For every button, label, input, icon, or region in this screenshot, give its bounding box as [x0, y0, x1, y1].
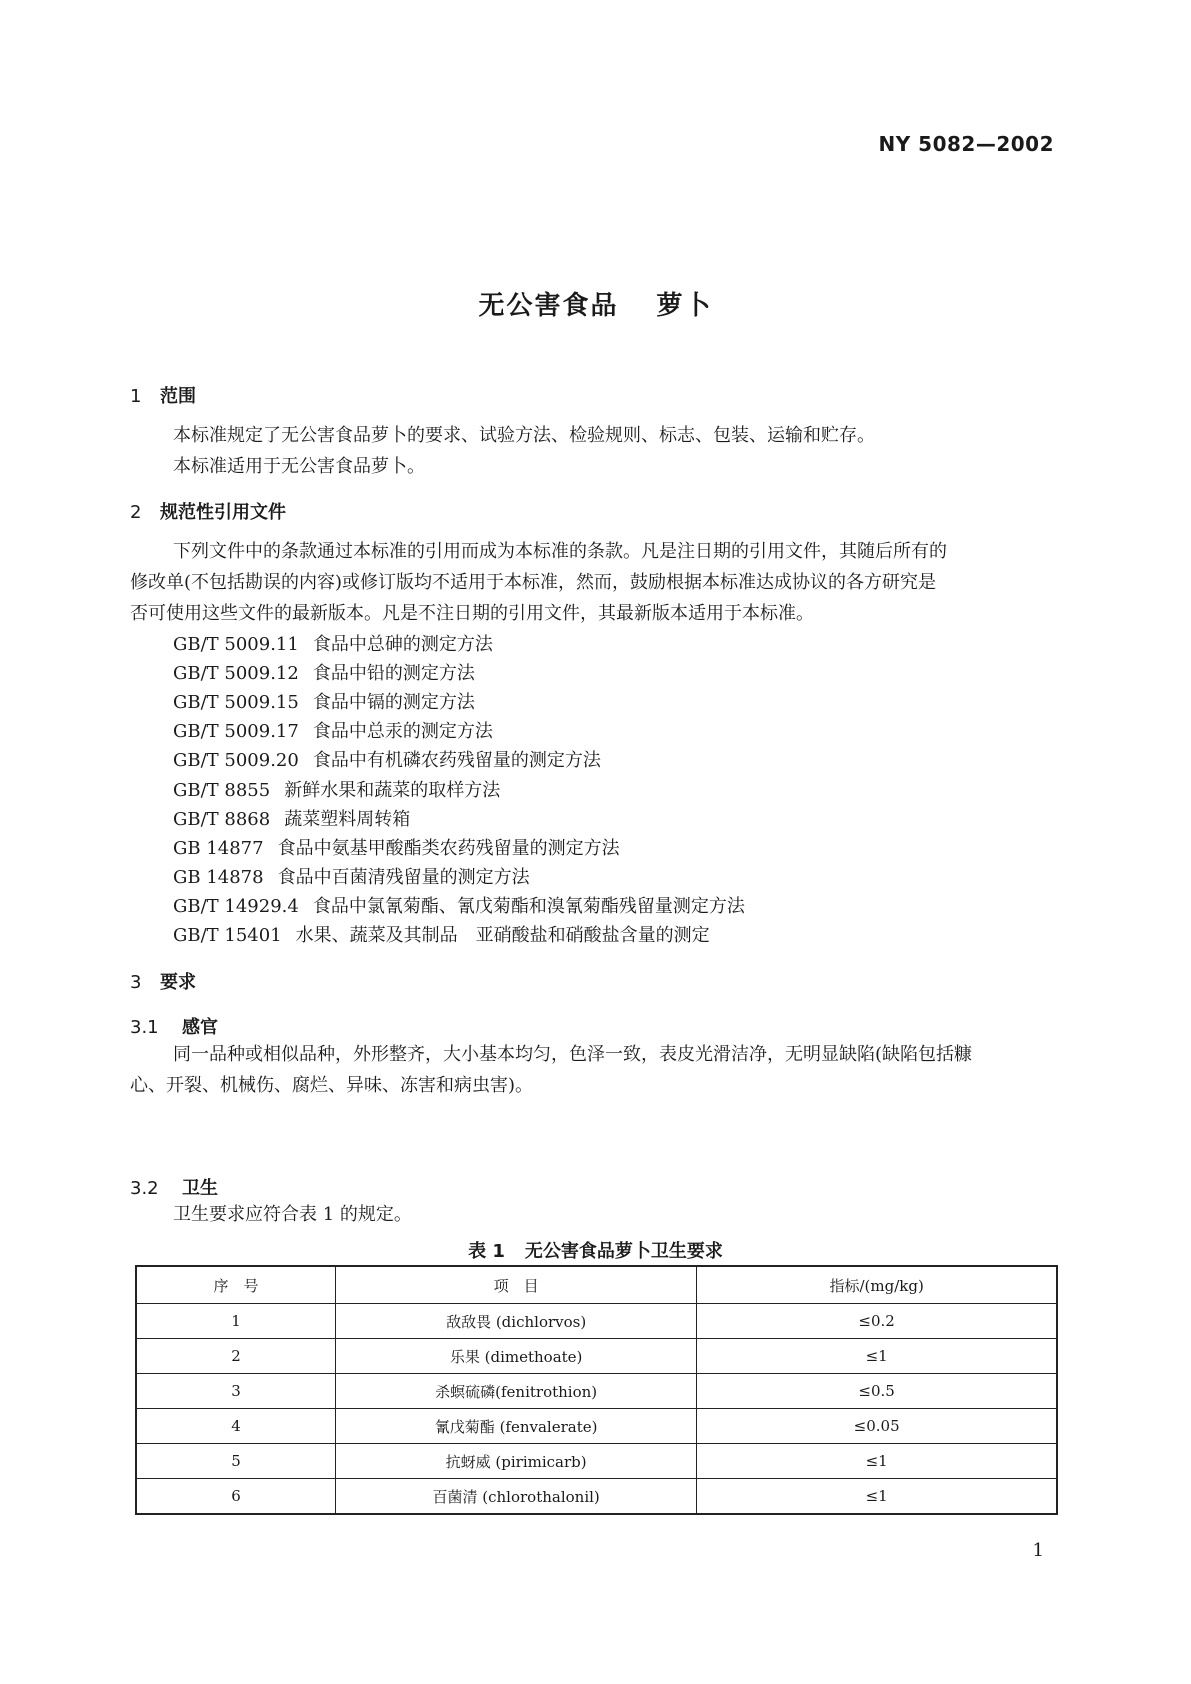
paragraph-line: 下列文件中的条款通过本标准的引用而成为本标准的条款。凡是注日期的引用文件，其随后所有的 — [173, 541, 947, 562]
table-caption-title: 无公害食品萝卜卫生要求 — [524, 1241, 723, 1262]
paragraph: 卫生要求应符合表 1 的规定。 — [173, 1204, 412, 1225]
section-1-body — [130, 420, 1065, 482]
reference-item: GB/T 5009.11 食品中总砷的测定方法 — [173, 634, 493, 655]
section-2-heading: 2 规范性引用文件 — [130, 502, 286, 523]
table-row — [136, 1339, 1057, 1374]
reference-item: GB 14877 食品中氨基甲酸酯类农药残留量的测定方法 — [173, 838, 620, 859]
paragraph-line: 同一品种或相似品种，外形整齐，大小基本均匀，色泽一致，表皮光滑洁净，无明显缺陷(缺陷包括糠 — [173, 1044, 973, 1065]
cell-item: 乐果 (dimethoate) — [336, 1339, 697, 1374]
table-row — [136, 1444, 1057, 1479]
section-3-1-heading: 3.1 感官 — [130, 1017, 218, 1038]
table-caption-label: 表 1 — [468, 1241, 505, 1262]
column-header-number: 序 号 — [136, 1266, 336, 1304]
cell-item: 敌敌畏 (dichlorvos) — [336, 1304, 697, 1339]
section-3-2-heading: 3.2 卫生 — [130, 1178, 218, 1199]
title-part-1: 无公害食品 — [478, 291, 619, 321]
section-1-heading: 1 范围 — [130, 386, 196, 407]
paragraph: 本标准适用于无公害食品萝卜。 — [173, 456, 425, 477]
reference-item: GB/T 5009.12 食品中铅的测定方法 — [173, 663, 475, 684]
cell-limit: ≤0.5 — [697, 1374, 1057, 1409]
reference-item: GB/T 8855 新鲜水果和蔬菜的取样方法 — [173, 780, 501, 801]
table-row — [136, 1479, 1057, 1515]
cell-number: 3 — [136, 1374, 336, 1409]
cell-number: 2 — [136, 1339, 336, 1374]
reference-item: GB/T 15401 水果、蔬菜及其制品 亚硝酸盐和硝酸盐含量的测定 — [173, 925, 710, 946]
page-number: 1 — [1032, 1540, 1044, 1561]
cell-number: 6 — [136, 1479, 336, 1515]
table-caption — [0, 1237, 1191, 1263]
hygiene-requirements-table — [135, 1265, 1058, 1515]
document-title — [0, 285, 1191, 322]
reference-item: GB 14878 食品中百菌清残留量的测定方法 — [173, 867, 530, 888]
table-row — [136, 1304, 1057, 1339]
paragraph: 本标准规定了无公害食品萝卜的要求、试验方法、检验规则、标志、包装、运输和贮存。 — [173, 425, 875, 446]
cell-limit: ≤0.2 — [697, 1304, 1057, 1339]
reference-item: GB/T 5009.17 食品中总汞的测定方法 — [173, 721, 493, 742]
cell-number: 5 — [136, 1444, 336, 1479]
reference-item: GB/T 8868 蔬菜塑料周转箱 — [173, 809, 411, 830]
title-part-2: 萝卜 — [656, 291, 713, 321]
cell-number: 1 — [136, 1304, 336, 1339]
cell-limit: ≤1 — [697, 1339, 1057, 1374]
section-3-heading: 3 要求 — [130, 972, 196, 993]
paragraph-line: 心、开裂、机械伤、腐烂、异味、冻害和病虫害)。 — [130, 1075, 534, 1096]
table-header-row — [136, 1266, 1057, 1304]
cell-item: 百菌清 (chlorothalonil) — [336, 1479, 697, 1515]
cell-limit: ≤1 — [697, 1479, 1057, 1515]
column-header-limit: 指标/(mg/kg) — [697, 1266, 1057, 1304]
table-row — [136, 1409, 1057, 1444]
paragraph-line: 否可使用这些文件的最新版本。凡是不注日期的引用文件，其最新版本适用于本标准。 — [130, 603, 814, 624]
standard-code: NY 5082—2002 — [878, 132, 1054, 156]
table-row — [136, 1374, 1057, 1409]
cell-limit: ≤1 — [697, 1444, 1057, 1479]
cell-number: 4 — [136, 1409, 336, 1444]
reference-item: GB/T 5009.20 食品中有机磷农药残留量的测定方法 — [173, 750, 601, 771]
reference-item: GB/T 14929.4 食品中氯氰菊酯、氰戊菊酯和溴氰菊酯残留量测定方法 — [173, 896, 745, 917]
section-2-intro — [130, 536, 1065, 629]
column-header-item: 项 目 — [336, 1266, 697, 1304]
reference-item: GB/T 5009.15 食品中镉的测定方法 — [173, 692, 475, 713]
section-3-2-body — [130, 1199, 1065, 1230]
paragraph-line: 修改单(不包括勘误的内容)或修订版均不适用于本标准，然而，鼓励根据本标准达成协议的各方研究是 — [130, 572, 937, 593]
cell-item: 氰戊菊酯 (fenvalerate) — [336, 1409, 697, 1444]
cell-item: 抗蚜威 (pirimicarb) — [336, 1444, 697, 1479]
section-3-1-body — [130, 1039, 1065, 1101]
cell-limit: ≤0.05 — [697, 1409, 1057, 1444]
cell-item: 杀螟硫磷(fenitrothion) — [336, 1374, 697, 1409]
